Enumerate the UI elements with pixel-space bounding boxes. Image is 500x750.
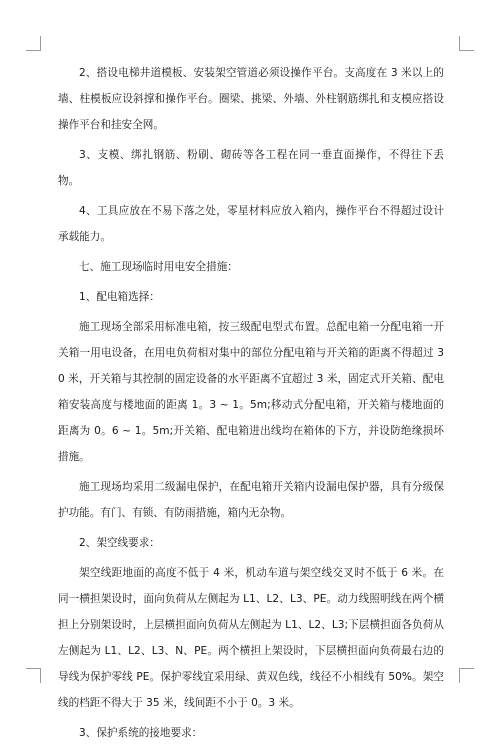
subheading-distribution-box: 1、配电箱选择：: [79, 291, 160, 303]
paragraph-leakage-protection: 施工现场均采用二级漏电保护，在配电箱开关箱内设漏电保护器，具有分级保护功能。有门、有锁、有防雨措施，箱内无杂物。: [58, 481, 444, 519]
crop-mark-bottom-left: [26, 668, 41, 683]
paragraph-tool-placement: 4、工具应放在不易下落之处，零星材料应放入箱内，操作平台不得超过设计承载能力。: [58, 205, 444, 243]
crop-mark-bottom-right: [459, 668, 474, 683]
subheading-grounding: 3、保护系统的接地要求：: [79, 727, 203, 739]
section-heading-temporary-power: 七、施工现场临时用电安全措施：: [79, 261, 238, 273]
document-body: [58, 60, 444, 750]
paragraph-no-dropping-objects: 3、支模、绑扎钢筋、粉刷、砌砖等各工程在同一垂直面操作，不得往下丢物。: [58, 149, 444, 187]
paragraph-overhead-line-requirements: 架空线距地面的高度不低于 4 米，机动车道与架空线交叉时不低于 6 米。在同一横担架设时，面向负荷从左侧起为 L1、L2、L3、PE。动力线照明线在两个横担上分别架设时，上层横担面向负荷从左侧起为 L1、L2、L3;下层横担面各负荷从左侧起为 L1、L2、L3、N、PE。两个横担上架设时，下层横担面向负荷最右边的导线为保护零线 PE。保护零线宜采用绿、黄双色线，线径不小相线有 50%。架空线的档距不得大于 35 米，线间距不小于 0。3 米。: [58, 567, 444, 709]
paragraph-scaffold-platforms: 2、搭设电梯井道模板、安装架空管道必须设操作平台。支高度在 3 米以上的墙、柱模板应设斜撑和操作平台。圈梁、挑梁、外墙、外柱钢筋绑扎和支模应搭设操作平台和挂安全网。: [58, 67, 444, 131]
crop-mark-top-right: [459, 36, 474, 51]
subheading-overhead-lines: 2、架空线要求：: [79, 537, 160, 549]
crop-mark-top-left: [26, 36, 41, 51]
paragraph-distribution-box-layout: 施工现场全部采用标准电箱，按三级配电型式布置。总配电箱一分配电箱一开关箱一用电设备，在用电负荷相对集中的部位分配电箱与开关箱的距离不得超过 30 米，开关箱与其控制的固定设备的水平距离不宜超过 3 米，固定式开关箱、配电箱安装高度与楼地面的距离 1。3 ~ 1。5m;移动式分配电箱，开关箱与楼地面的距离为 0。6 ~ 1。5m;开关箱、配电箱进出线均在箱体的下方，并设防绝缘损坏措施。: [58, 321, 444, 463]
